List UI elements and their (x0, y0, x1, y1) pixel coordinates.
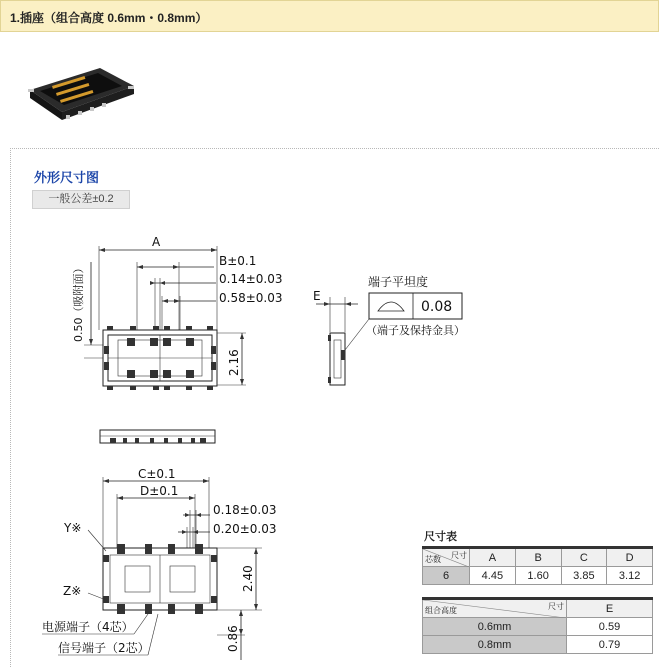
table1-value-A: 4.45 (470, 567, 516, 585)
top-view (71, 235, 283, 390)
table1-corner-bottom: 芯数 (425, 555, 441, 564)
label-0.86: 0.86 (226, 625, 240, 652)
label-0.18: 0.18±0.03 (213, 503, 277, 517)
table2-corner-bottom: 组合高度 (425, 606, 457, 615)
front-view (100, 430, 215, 443)
label-B: B±0.1 (219, 254, 257, 268)
label-A: A (152, 235, 161, 249)
table1-header-D: D (607, 548, 653, 567)
dimension-table-1 (422, 546, 653, 585)
section-title: 外形尺寸图 (34, 170, 100, 185)
table1-cores: 6 (423, 567, 470, 585)
table2-height-2: 0.8mm (423, 636, 567, 654)
dimension-table-2 (422, 597, 653, 654)
table1-value-D: 3.12 (607, 567, 653, 585)
label-0.20: 0.20±0.03 (213, 522, 277, 536)
label-C: C±0.1 (138, 467, 176, 481)
label-0.50: 0.50（吸附面） (72, 262, 85, 342)
table2-corner (423, 599, 567, 618)
header-title: 1.插座（组合高度 0.6mm・0.8mm） (10, 11, 208, 25)
label-0.58: 0.58±0.03 (219, 291, 283, 305)
table2-value-1: 0.59 (567, 618, 653, 636)
label-D: D±0.1 (140, 484, 179, 498)
table1-header-A: A (470, 548, 516, 567)
label-E: E (313, 289, 321, 303)
flatness-value: 0.08 (421, 299, 453, 315)
label-signal-terminal: 信号端子（2芯） (58, 641, 150, 655)
table1-corner-top: 尺寸 (451, 551, 467, 560)
label-2.40: 2.40 (241, 565, 255, 592)
label-Z: Z※ (63, 584, 82, 598)
table2-corner-top: 尺寸 (548, 602, 564, 611)
label-0.14: 0.14±0.03 (219, 272, 283, 286)
bottom-view (42, 467, 277, 660)
table2-height-1: 0.6mm (423, 618, 567, 636)
side-view (313, 289, 358, 385)
table1-header-B: B (515, 548, 561, 567)
flatness-title: 端子平坦度 (368, 275, 429, 289)
table2-value-2: 0.79 (567, 636, 653, 654)
tolerance-label: 一般公差±0.2 (32, 190, 130, 209)
label-Y: Y※ (64, 521, 82, 535)
table2-header-E: E (567, 599, 653, 618)
label-2.16: 2.16 (227, 349, 241, 376)
table1-header-C: C (561, 548, 607, 567)
flatness-note: （端子及保持金具） (366, 324, 465, 337)
table1-value-B: 1.60 (515, 567, 561, 585)
table1-corner (423, 548, 470, 567)
flatness-callout (345, 274, 465, 350)
table-title: 尺寸表 (424, 531, 457, 543)
label-power-terminal: 电源端子（4芯） (42, 620, 134, 634)
table1-value-C: 3.85 (561, 567, 607, 585)
